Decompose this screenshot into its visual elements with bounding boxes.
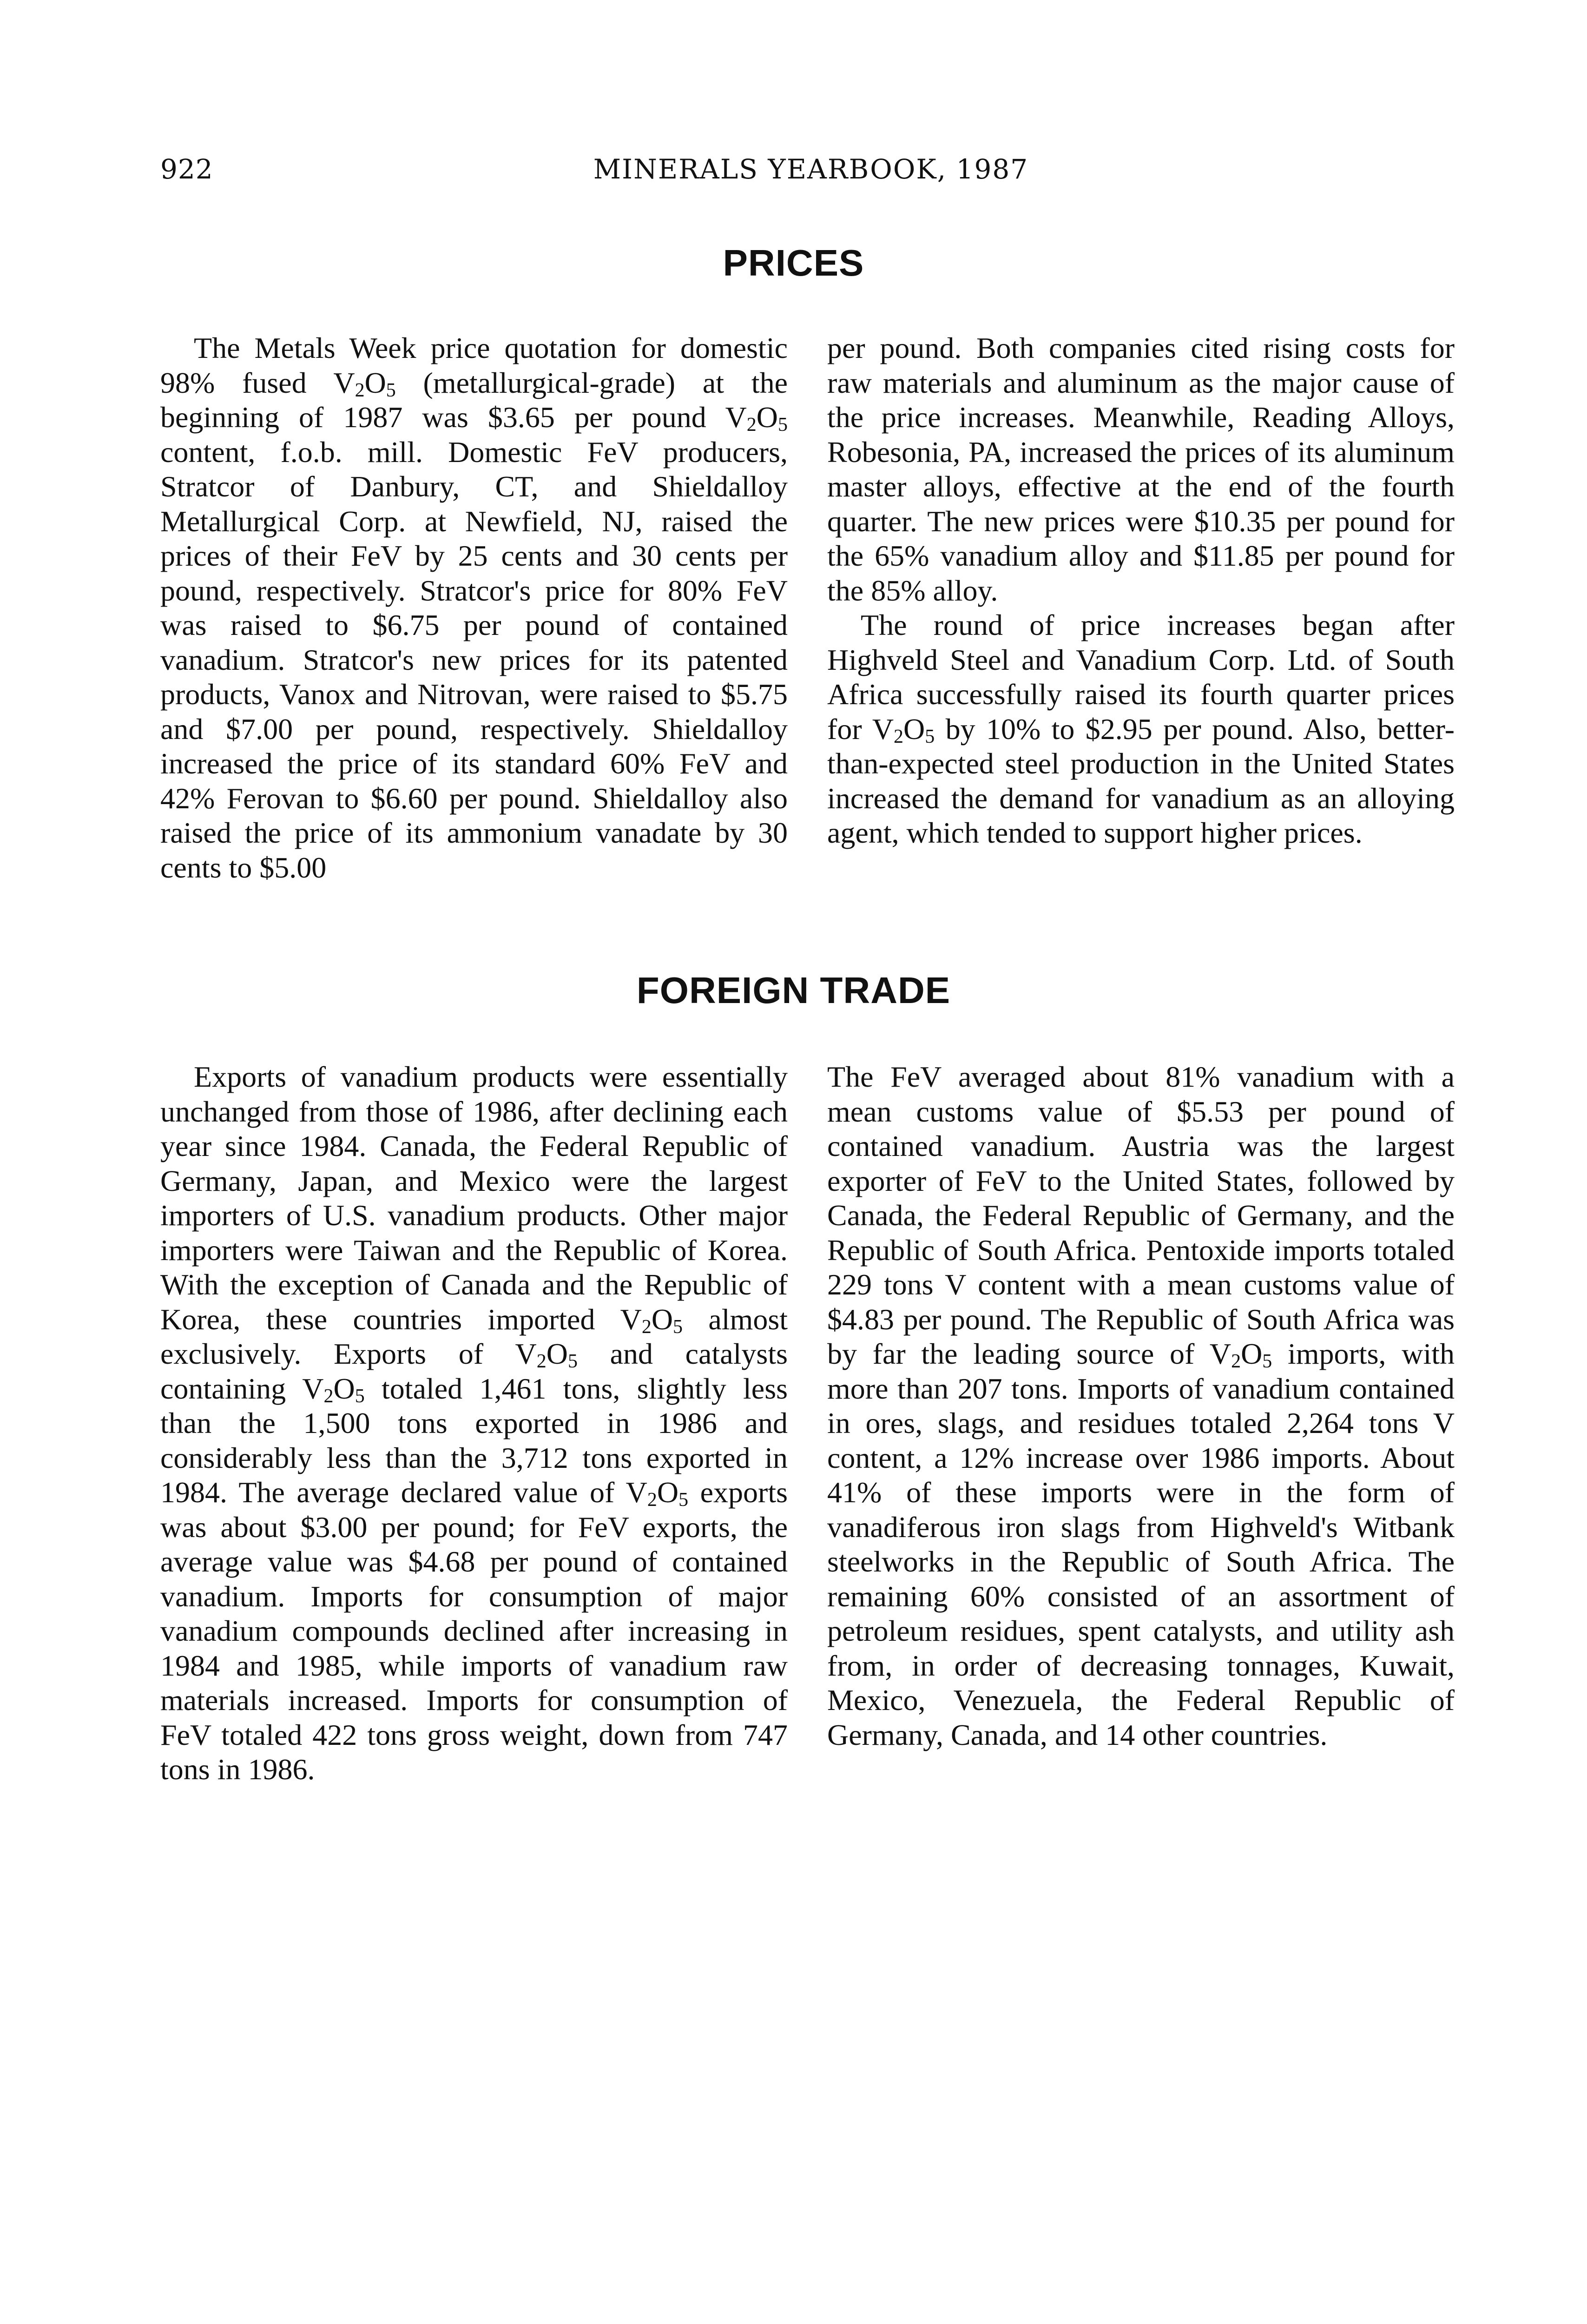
trade-left-column — [160, 1060, 788, 1787]
subscript: 2 — [647, 1489, 657, 1511]
subscript: 2 — [323, 1385, 334, 1407]
text-run: almost exclusively. Exports of V — [160, 1302, 788, 1370]
text-run: The round of price increases began after Highveld Steel and Vanadium Corp. Ltd. of South Africa successfully raised its fourth quarter prices for V — [827, 608, 1455, 746]
text-run: O — [756, 401, 778, 434]
subscript: 2 — [641, 1316, 652, 1338]
subscript: 5 — [678, 1489, 689, 1511]
trade-paragraph-2 — [827, 1060, 1455, 1752]
text-run: by 10% to $2.95 per pound. Also, better-than-expected steel production in the United States increased the demand for vanadium as an alloying agent, which tended to support higher prices. — [827, 712, 1455, 849]
subscript: 5 — [386, 379, 396, 401]
text-run: O — [657, 1476, 679, 1509]
prices-paragraph-continued: per pound. Both companies cited rising costs for raw materials and aluminum as the major cause of the price increases. Meanwhile, Reading Alloys, Robesonia, PA, increased the prices of its aluminum master alloys, effective at the end of the fourth quarter. The new prices were $10.35 per pound for the 65% vanadium alloy and $11.85 per pound for the 85% alloy. — [827, 331, 1455, 607]
prices-heading: PRICES — [723, 242, 864, 284]
text-run: O — [651, 1302, 673, 1336]
subscript: 5 — [925, 726, 935, 747]
text-run: O — [1241, 1337, 1263, 1370]
text-run: (metallurgical-grade) at the beginning of 1987 was $3.65 per pound V — [160, 366, 788, 434]
trade-paragraph-1 — [160, 1060, 788, 1787]
subscript: 2 — [536, 1351, 547, 1372]
text-run: O — [364, 366, 386, 399]
prices-paragraph-1 — [160, 331, 788, 885]
text-run: O — [333, 1372, 355, 1405]
running-header — [160, 153, 1462, 195]
subscript: 5 — [567, 1351, 578, 1372]
text-run: The Metals Week price quotation for domestic 98% fused V — [160, 331, 788, 399]
text-run: Exports of vanadium products were essentially unchanged from those of 1986, after declining each year since 1984. Canada, the Federal Republic of Germany, Japan, and Mexico were the largest importers of U.S. vanadium products. Other major importers were Taiwan and the Republic of Korea. With the exception of Canada and the Republic of Korea, these countries imported V — [160, 1060, 788, 1336]
prices-right-column — [827, 331, 1455, 851]
prices-left-column — [160, 331, 788, 885]
text-run: O — [546, 1337, 568, 1370]
prices-paragraph-2 — [827, 608, 1455, 851]
subscript: 2 — [355, 379, 365, 401]
text-run: content, f.o.b. mill. Domestic FeV producers, Stratcor of Danbury, CT, and Shieldalloy Metallurgical Corp. at Newfield, NJ, raised the prices of their FeV by 25 cents and 30 cents per pound, respectively. Stratcor's price for 80% FeV was raised to $6.75 per pound of contained vanadium. Stratcor's new prices for its patented products, Vanox and Nitrovan, were raised to $5.75 and $7.00 per pound, respectively. Shieldalloy increased the price of its standard 60% FeV and 42% Ferovan to $6.60 per pound. Shieldalloy also raised the price of its ammonium vanadate by 30 cents to $5.00 — [160, 435, 788, 884]
subscript: 5 — [778, 414, 788, 436]
foreign-trade-heading: FOREIGN TRADE — [636, 970, 951, 1011]
text-run: exports was about $3.00 per pound; for FeV exports, the average value was $4.68 per pound of contained vanadium. Imports for consumption of major vanadium compounds declined after increasing in 1984 and 1985, while imports of vanadium raw materials increased. Imports for consumption of FeV totaled 422 tons gross weight, down from 747 tons in 1986. — [160, 1476, 788, 1786]
text-run: imports, with more than 207 tons. Imports of vanadium contained in ores, slags, and residues totaled 2,264 tons V content, a 12% increase over 1986 imports. About 41% of these imports were in the form of vanadiferous iron slags from Highveld's Witbank steelworks in the Republic of South Africa. The remaining 60% consisted of an assortment of petroleum residues, spent catalysts, and utility ash from, in order of decreasing tonnages, Kuwait, Mexico, Venezuela, the Federal Republic of Germany, Canada, and 14 other countries. — [827, 1337, 1455, 1751]
text-run: The FeV averaged about 81% vanadium with a mean customs value of $5.53 per pound of contained vanadium. Austria was the largest exporter of FeV to the United States, followed by Canada, the Federal Republic of Germany, and the Republic of South Africa. Pentoxide imports totaled 229 tons V content with a mean customs value of $4.83 per pound. The Republic of South Africa was by far the leading source of V — [827, 1060, 1455, 1370]
page-number: 922 — [160, 153, 213, 185]
running-title: MINERALS YEARBOOK, 1987 — [593, 153, 1029, 185]
subscript: 5 — [355, 1385, 365, 1407]
subscript: 2 — [894, 726, 904, 747]
subscript: 5 — [1262, 1351, 1272, 1372]
subscript: 2 — [1231, 1351, 1241, 1372]
text-run: and catalysts containing V — [160, 1337, 788, 1405]
subscript: 5 — [673, 1316, 683, 1338]
text-run: totaled 1,461 tons, slightly less than the 1,500 tons exported in 1986 and considerably less than the 3,712 tons exported in 1984. The average declared value of V — [160, 1372, 788, 1509]
text-run: O — [903, 712, 925, 746]
subscript: 2 — [746, 414, 757, 436]
trade-right-column — [827, 1060, 1455, 1752]
